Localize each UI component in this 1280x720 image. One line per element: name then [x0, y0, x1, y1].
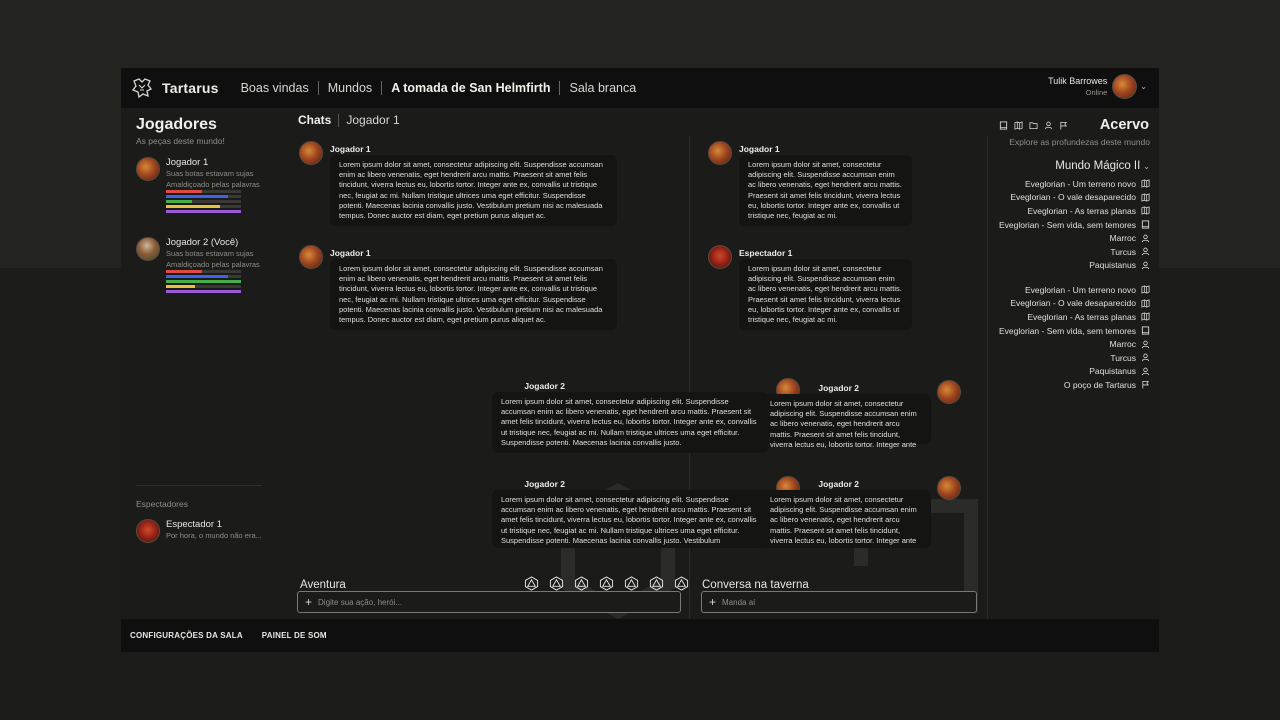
acervo-item[interactable] [985, 351, 1150, 365]
dice-toolbar [514, 576, 689, 591]
acervo-item[interactable] [985, 310, 1150, 324]
d6-dice-icon[interactable] [549, 576, 564, 591]
d4-dice-icon[interactable] [524, 576, 539, 591]
tartarus-logo-icon [130, 76, 154, 100]
folder-icon[interactable] [1029, 121, 1038, 130]
chats-header [298, 113, 400, 127]
message-text: Lorem ipsum dolor sit amet, consectetur adipiscing elit. Suspendisse accumsan enim ac libero venenatis, eget hendrerit arcu mattis. Praesent sit amet felis tincidunt, viverra lectus eu, lobortis tortor. Integer ante ex, convallis ut tristique nec, feugiat ac mi. Nullam tristique ultrices uma eget efficitur. Suspendisse potenti. Maecenas lacinia convallis justo. Vestibulum [492, 490, 768, 548]
acervo-item-label: Paquistanus [1089, 260, 1136, 271]
stat-bar-fill [166, 210, 241, 213]
top-bar [121, 68, 1159, 108]
acervo-item[interactable] [985, 283, 1150, 297]
message-avatar [708, 141, 732, 165]
book-icon [1141, 220, 1150, 229]
stat-bar-fill [166, 205, 220, 208]
divider [338, 114, 339, 127]
flag-icon[interactable] [1059, 121, 1068, 130]
message-text: Lorem ipsum dolor sit amet, consectetur adipiscing elit. Suspendisse accumsan enim ac libero venenatis, eget hendrerit arcu mattis. Praesent sit amet felis tincidunt, viverra lectus eu, lobortis tortor. Integer ante [761, 490, 931, 548]
sound-panel-button[interactable]: PAINEL DE SOM [261, 631, 327, 640]
person-icon [1141, 261, 1150, 270]
acervo-item[interactable] [985, 297, 1150, 311]
user-status: Online [1085, 88, 1108, 97]
player-status-line: Suas botas estavam sujas [166, 249, 254, 258]
acervo-item-label: Eveglorian - Sem vida, sem temores [999, 219, 1136, 230]
message-text: Lorem ipsum dolor sit amet, consectetur adipiscing elit. Suspendisse accumsan enim ac libero venenatis, eget hendrerit arcu mattis. Praesent sit amet felis tincidunt, viverra lectus eu, lobortis tortor. Integer ante ex, convallis ut tristique nec, feugiat ac mi. Nullam tristique ultrices uma eget efficitur. Suspendisse potenti. Maecenas lacinia convallis justo. Vestibulum pretium nisi ac malesuada tempus. Donec auctor est diam, eget pretium purus aliquet ac. [330, 155, 617, 226]
stat-bar-fill [166, 285, 195, 288]
stat-bar [166, 190, 241, 193]
acervo-item[interactable] [985, 245, 1150, 259]
acervo-item-label: Marroc [1109, 339, 1136, 350]
stat-bar [166, 280, 241, 283]
user-info [1048, 76, 1107, 97]
stat-bar-fill [166, 270, 202, 273]
acervo-item-label: Eveglorian - Um terreno novo [1024, 178, 1136, 189]
message-avatar [937, 476, 961, 500]
nav-mundos[interactable]: Mundos [327, 81, 373, 95]
acervo-panel [988, 108, 1159, 619]
stat-bar [166, 205, 241, 208]
person-icon [1141, 247, 1150, 256]
nav-divider [318, 81, 319, 95]
tavern-input-box[interactable] [701, 591, 977, 613]
acervo-item-label: Paquistanus [1089, 366, 1136, 377]
user-name: Tulik Barrowes [1048, 76, 1108, 86]
stat-bar [166, 285, 241, 288]
message-text: Lorem ipsum dolor sit amet, consectetur adipiscing elit. Suspendisse accumsan enim ac libero venenatis, eget hendrerit arcu mattis. Praesent sit amet felis tincidunt, viverra lectus eu, lobortis tortor. Integer ante ex, convallis ut tristique nec, feugiat ac mi. [739, 155, 912, 226]
world-name: Mundo Mágico II [1055, 160, 1141, 172]
acervo-item-label: Eveglorian - O vale desaparecido [1010, 192, 1136, 203]
d10-dice-icon[interactable] [599, 576, 614, 591]
person-icon [1141, 353, 1150, 362]
player-avatar [136, 237, 160, 261]
main-nav [241, 81, 637, 95]
acervo-list [985, 177, 1150, 272]
message-avatar [299, 141, 323, 165]
players-title: Jogadores [136, 116, 217, 133]
d20-dice-icon[interactable] [649, 576, 664, 591]
nav-divider [381, 81, 382, 95]
message-author: Jogador 2 [524, 479, 565, 489]
world-selector[interactable] [1055, 160, 1150, 172]
book-icon [1141, 326, 1150, 335]
message-avatar [708, 245, 732, 269]
message-author: Jogador 2 [818, 383, 859, 393]
message-text: Lorem ipsum dolor sit amet, consectetur adipiscing elit. Suspendisse accumsan enim ac libero venenatis, eget hendrerit arcu mattis. Praesent sit amet felis tincidunt, viverra lectus eu, lobortis tortor. Integer ante [761, 394, 931, 444]
stat-bar-fill [166, 195, 228, 198]
plus-icon[interactable]: + [305, 595, 313, 609]
nav-a-tomada-de-san-helmfirth[interactable]: A tomada de San Helmfirth [391, 81, 551, 95]
nav-divider [559, 81, 560, 95]
plus-icon[interactable]: + [709, 595, 717, 609]
player-stat-bars [166, 190, 241, 215]
brand-name: Tartarus [162, 80, 219, 96]
app-window [121, 68, 1159, 652]
stat-bar-fill [166, 200, 192, 203]
message-avatar [299, 245, 323, 269]
acervo-subtitle: Explore as profundezas deste mundo [1009, 137, 1150, 147]
acervo-filter-toolbar [999, 121, 1074, 130]
person-icon [1141, 340, 1150, 349]
person-icon[interactable] [1044, 121, 1053, 130]
user-avatar[interactable] [1112, 74, 1137, 99]
acervo-item[interactable] [985, 177, 1150, 191]
adventure-label: Aventura [300, 579, 346, 591]
map-icon [1141, 179, 1150, 188]
stat-bar-fill [166, 290, 241, 293]
map-icon [1141, 206, 1150, 215]
message-author: Espectador 1 [739, 248, 793, 258]
nav-boas-vindas[interactable]: Boas vindas [240, 81, 309, 95]
acervo-item-label: Turcus [1110, 246, 1136, 257]
player-stat-bars [166, 270, 241, 295]
person-icon [1141, 234, 1150, 243]
acervo-item[interactable] [985, 259, 1150, 273]
message-author: Jogador 1 [330, 144, 371, 154]
footer-bar [121, 619, 1159, 652]
acervo-item[interactable] [985, 365, 1150, 379]
acervo-item-label: O poço de Tartarus [1063, 379, 1136, 390]
stat-bar [166, 200, 241, 203]
acervo-item-label: Turcus [1110, 352, 1136, 363]
player-name: Jogador 2 (Você) [166, 237, 239, 248]
acervo-item-label: Eveglorian - As terras planas [1027, 205, 1136, 216]
message-avatar [937, 380, 961, 404]
action-input[interactable] [318, 598, 624, 607]
spectator-avatar [136, 519, 160, 543]
book-icon[interactable] [999, 121, 1008, 130]
acervo-item[interactable] [985, 191, 1150, 205]
acervo-list [985, 283, 1150, 392]
divider [136, 485, 262, 486]
stat-bar [166, 290, 241, 293]
stat-bar [166, 270, 241, 273]
nav-sala-branca[interactable]: Sala branca [569, 81, 637, 95]
room-settings-button[interactable]: CONFIGURAÇÕES DA SALA [130, 631, 243, 640]
acervo-title: Acervo [1099, 117, 1149, 133]
acervo-item[interactable] [985, 378, 1150, 392]
tavern-input[interactable] [722, 598, 941, 607]
tavern-chat [691, 136, 988, 619]
player-name: Jogador 1 [166, 157, 209, 168]
stat-bar [166, 275, 241, 278]
map-icon [1141, 285, 1150, 294]
players-subtitle: As peças deste mundo! [136, 136, 225, 146]
acervo-item[interactable] [985, 218, 1150, 232]
map-icon [1141, 299, 1150, 308]
stat-bar [166, 195, 241, 198]
d8-dice-icon[interactable] [574, 576, 589, 591]
d100-dice-icon[interactable] [674, 576, 689, 591]
message-text: Lorem ipsum dolor sit amet, consectetur adipiscing elit. Suspendisse accumsan enim ac libero venenatis, eget hendrerit arcu mattis. Praesent sit amet felis tincidunt, viverra lectus eu, lobortis tortor. Integer ante ex, convallis ut tristique nec, feugiat ac mi. Nullam tristique ultrices uma eget efficitur. Suspendisse potenti. Maecenas lacinia convallis justo. Vestibulum pretium nisi ac malesuada tempus. Donec auctor est diam, eget pretium purus aliquet ac. [330, 259, 617, 330]
acervo-item-label: Marroc [1109, 233, 1136, 244]
players-sidebar [121, 108, 288, 619]
acervo-item[interactable] [985, 231, 1150, 245]
spectator-status-line: Por hora, o mundo não era... [166, 531, 262, 540]
chevron-down-icon[interactable]: ⌄ [1140, 82, 1147, 91]
acervo-item-label: Eveglorian - As terras planas [1027, 311, 1136, 322]
person-icon [1141, 367, 1150, 376]
stat-bar-fill [166, 275, 228, 278]
map-icon [1141, 193, 1150, 202]
message-author: Jogador 2 [818, 479, 859, 489]
player-status-line: Suas botas estavam sujas [166, 169, 254, 178]
stat-bar [166, 210, 241, 213]
player-avatar [136, 157, 160, 181]
acervo-item[interactable] [985, 337, 1150, 351]
brand[interactable] [130, 76, 219, 100]
tavern-label: Conversa na taverna [702, 579, 809, 591]
message-text: Lorem ipsum dolor sit amet, consectetur adipiscing elit. Suspendisse accumsan enim ac libero venenatis, eget hendrerit arcu mattis. Praesent sit amet felis tincidunt, viverra lectus eu, lobortis tortor. Integer ante ex, convallis ut tristique nec, feugiat ac mi. Nullam tristique ultrices uma eget efficitur. Suspendisse potenti. Maecenas lacinia convallis justo. [492, 392, 768, 453]
chevron-down-icon: ⌄ [1143, 161, 1150, 171]
message-author: Jogador 2 [524, 381, 565, 391]
d12-dice-icon[interactable] [624, 576, 639, 591]
user-menu[interactable] [1048, 74, 1147, 99]
stat-bar-fill [166, 280, 241, 283]
acervo-item[interactable] [985, 324, 1150, 338]
map-icon [1141, 312, 1150, 321]
acervo-item-label: Eveglorian - Um terreno novo [1024, 284, 1136, 295]
message-author: Jogador 1 [739, 144, 780, 154]
message-text: Lorem ipsum dolor sit amet, consectetur adipiscing elit. Suspendisse accumsan enim ac libero venenatis, eget hendrerit arcu mattis. Praesent sit amet felis tincidunt, viverra lectus eu, lobortis tortor. Integer ante ex, convallis ut tristique nec, feugiat ac mi. [739, 259, 912, 330]
player-status-line: Amaldiçoado pelas palavras [166, 180, 260, 189]
stat-bar-fill [166, 190, 202, 193]
acervo-item[interactable] [985, 204, 1150, 218]
chats-subtitle[interactable]: Jogador 1 [346, 113, 400, 127]
message-author: Jogador 1 [330, 248, 371, 258]
acervo-item-label: Eveglorian - Sem vida, sem temores [999, 325, 1136, 336]
flag-icon [1141, 380, 1150, 389]
map-icon[interactable] [1014, 121, 1023, 130]
spectator-name: Espectador 1 [166, 519, 222, 530]
acervo-item-label: Eveglorian - O vale desaparecido [1010, 298, 1136, 309]
player-status-line: Amaldiçoado pelas palavras [166, 260, 260, 269]
spectators-title: Espectadores [136, 499, 188, 509]
chats-title[interactable]: Chats [298, 113, 332, 127]
action-input-box[interactable] [297, 591, 681, 613]
